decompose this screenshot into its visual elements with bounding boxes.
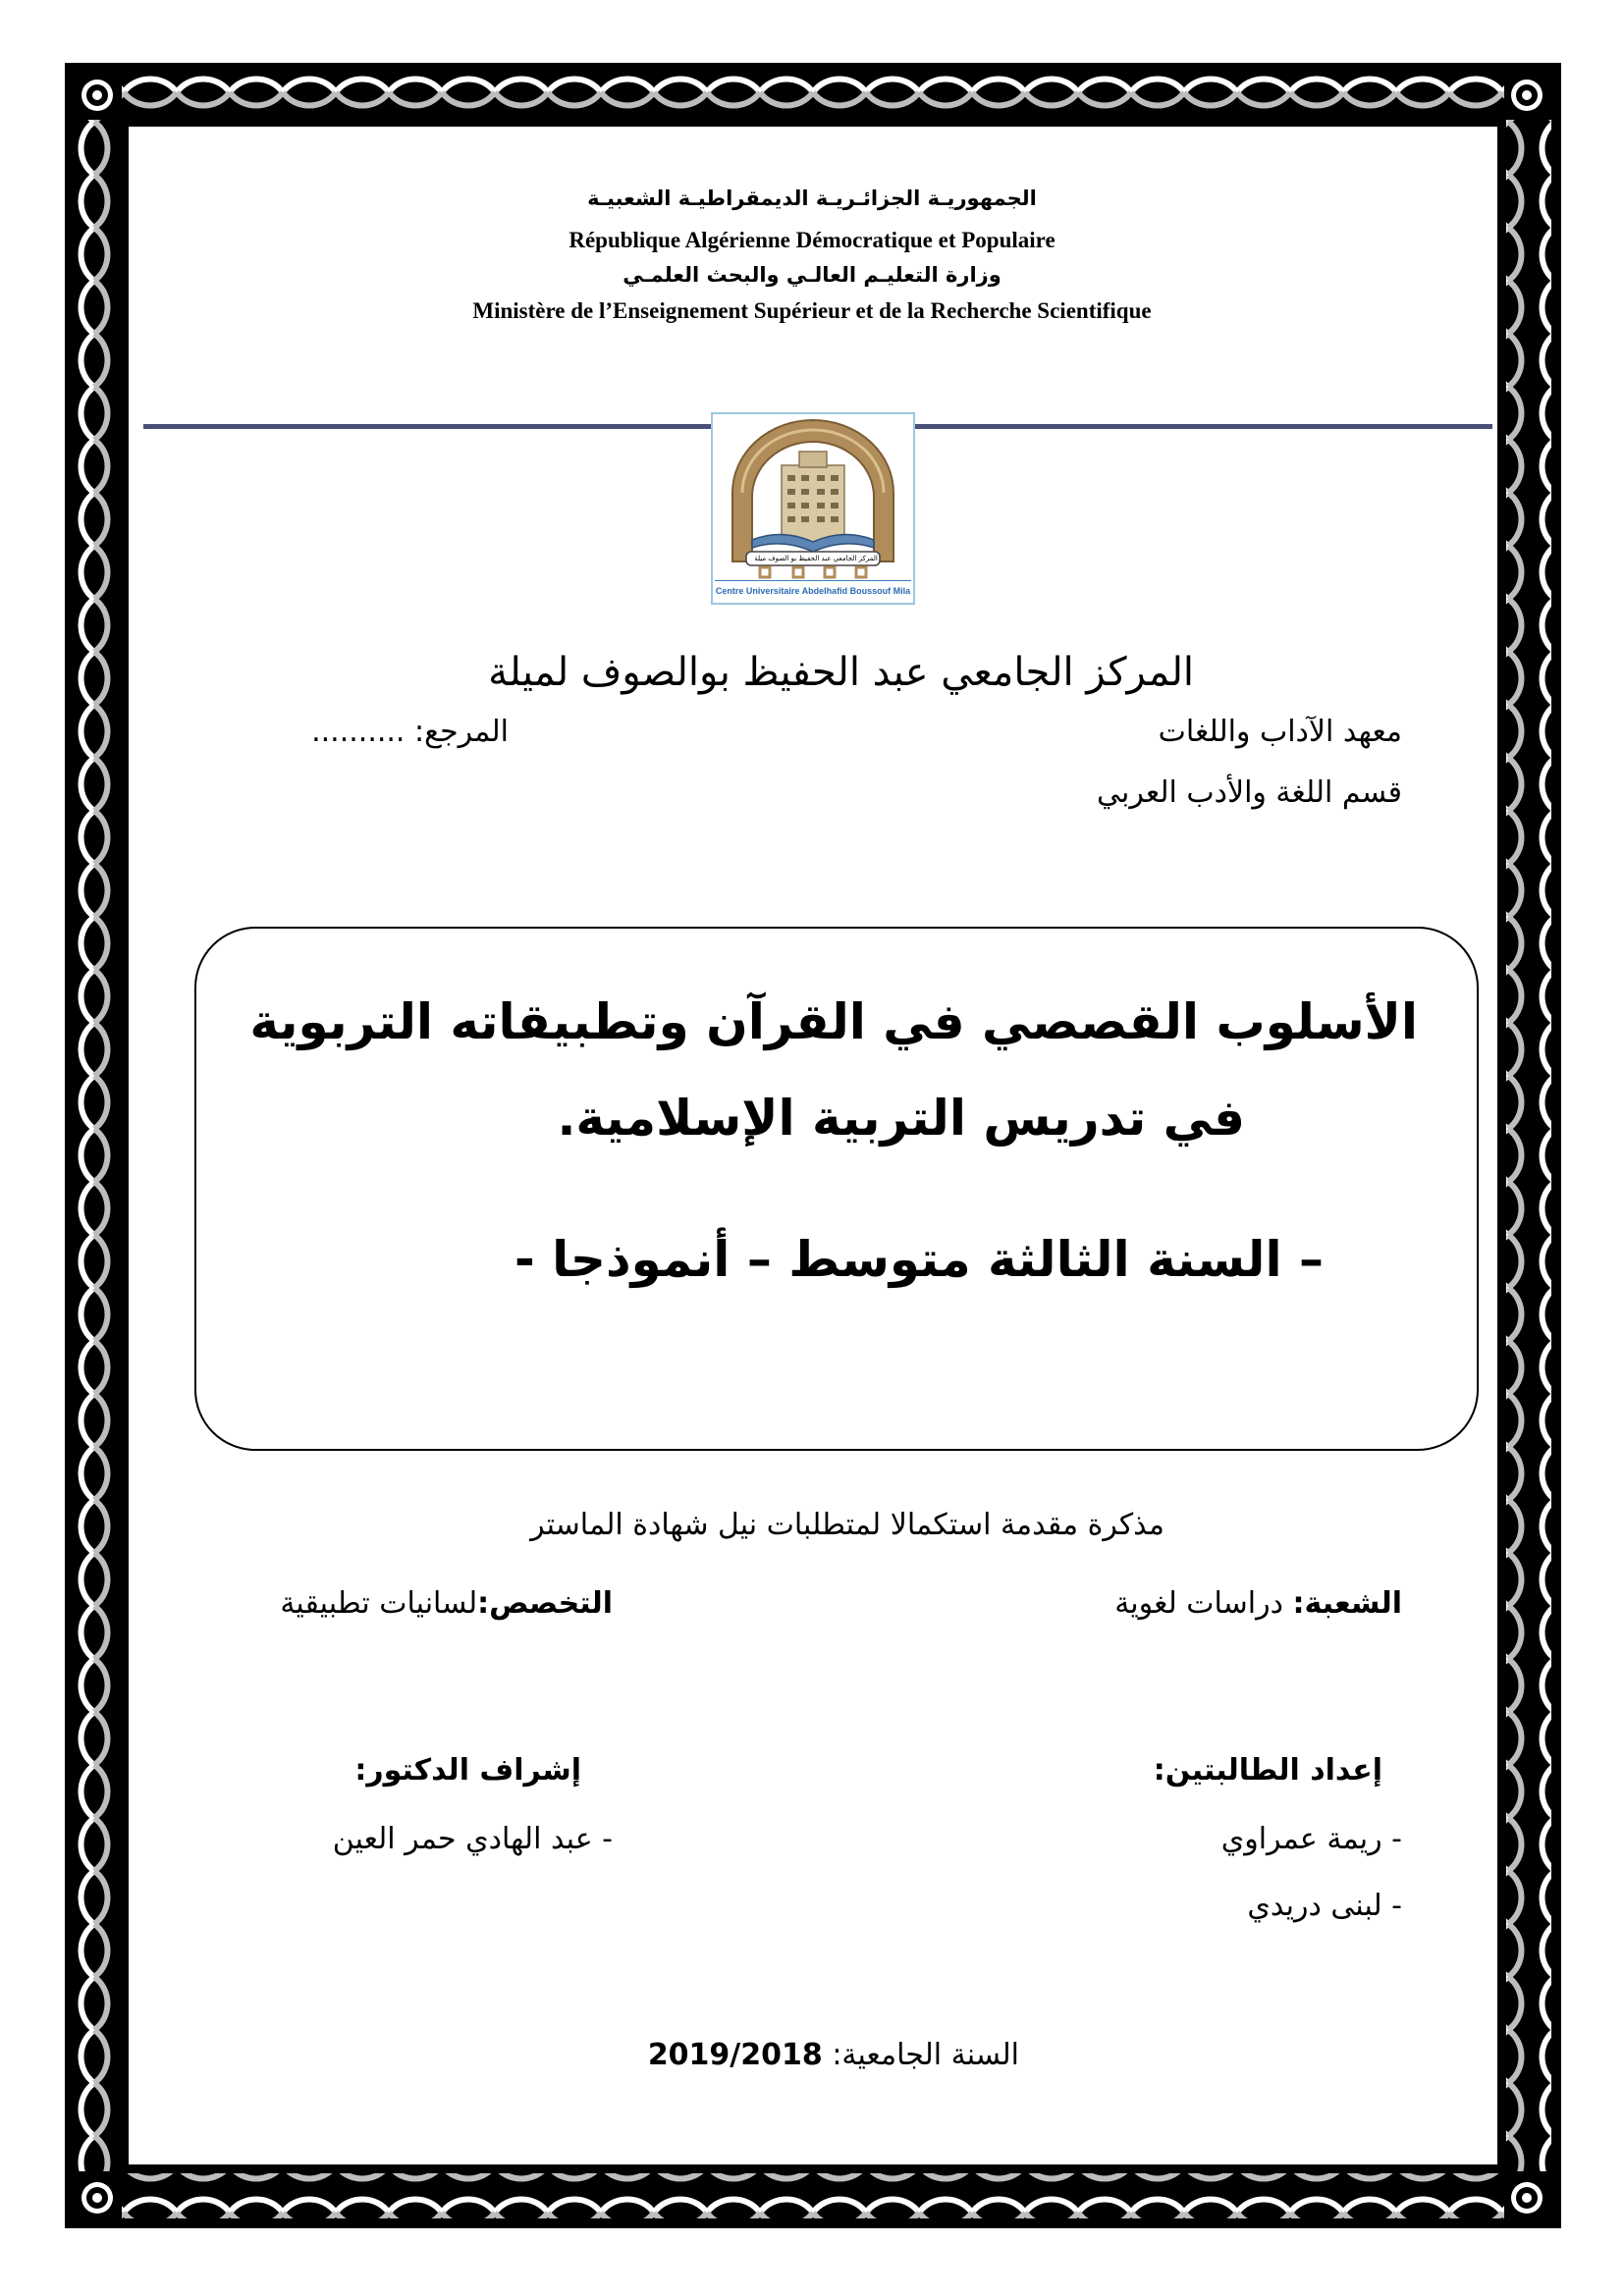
logo-arabic-caption: المركز الجامعي عبد الحفيظ بو الصوف ميلة <box>754 555 878 562</box>
branch-field <box>1114 1586 1402 1621</box>
republic-arabic: الجمهوريـة الجزائـريـة الديمقراطيـة الشعبيـة <box>587 187 1037 210</box>
institute-name: معهد الآداب واللغات <box>1158 715 1402 749</box>
specialty-label: التخصص: <box>477 1586 613 1621</box>
center-name: المركز الجامعي عبد الحفيظ بوالصوف لميلة <box>488 650 1194 695</box>
ministry-french: Ministère de l’Enseignement Supérieur et de la Recherche Scientifique <box>472 298 1152 323</box>
logo-caption: Centre Universitaire Abdelhafid Boussouf Mila <box>715 580 911 601</box>
university-logo <box>711 412 915 605</box>
department-name: قسم اللغة والأدب العربي <box>1096 775 1402 810</box>
memo-statement: مذكرة مقدمة استكمالا لمتطلبات نيل شهادة الماستر <box>530 1508 1164 1542</box>
ministry-arabic: وزارة التعليـم العالـي والبحث العلمـي <box>623 263 1001 287</box>
supervisor-name: - عبد الهادي حمر العين <box>332 1822 613 1856</box>
student-name-1: - ريمة عمراوي <box>1220 1822 1402 1856</box>
academic-year-value: 2019/2018 <box>647 2038 823 2072</box>
specialty-value: لسانيات تطبيقية <box>280 1586 478 1621</box>
academic-year-label: السنة الجامعية: <box>832 2038 1019 2072</box>
branch-label: الشعبة: <box>1292 1586 1402 1621</box>
thesis-title-line-2: في تدريس التربية الإسلامية. <box>557 1090 1245 1147</box>
academic-year <box>648 2038 1019 2072</box>
corner-ornament-icon <box>1504 73 1549 118</box>
specialty-field <box>280 1586 613 1621</box>
student-name-2: - لبنى دريدي <box>1247 1889 1402 1923</box>
branch-value: دراسات لغوية <box>1114 1586 1283 1621</box>
reference-number: المرجع: .......... <box>311 715 509 749</box>
corner-ornament-icon <box>75 73 120 118</box>
thesis-title-line-3: – السنة الثالثة متوسط – أنموذجا - <box>514 1231 1324 1288</box>
thesis-title-line-1: الأسلوب القصصي في القرآن وتطبيقاته التربوية <box>249 993 1418 1050</box>
supervisor-label: إشراف الدكتور: <box>354 1753 581 1788</box>
corner-ornament-icon <box>1504 2175 1549 2220</box>
corner-ornament-icon <box>75 2175 120 2220</box>
republic-french: République Algérienne Démocratique et Populaire <box>568 228 1056 252</box>
students-label: إعداد الطالبتين: <box>1153 1753 1382 1788</box>
